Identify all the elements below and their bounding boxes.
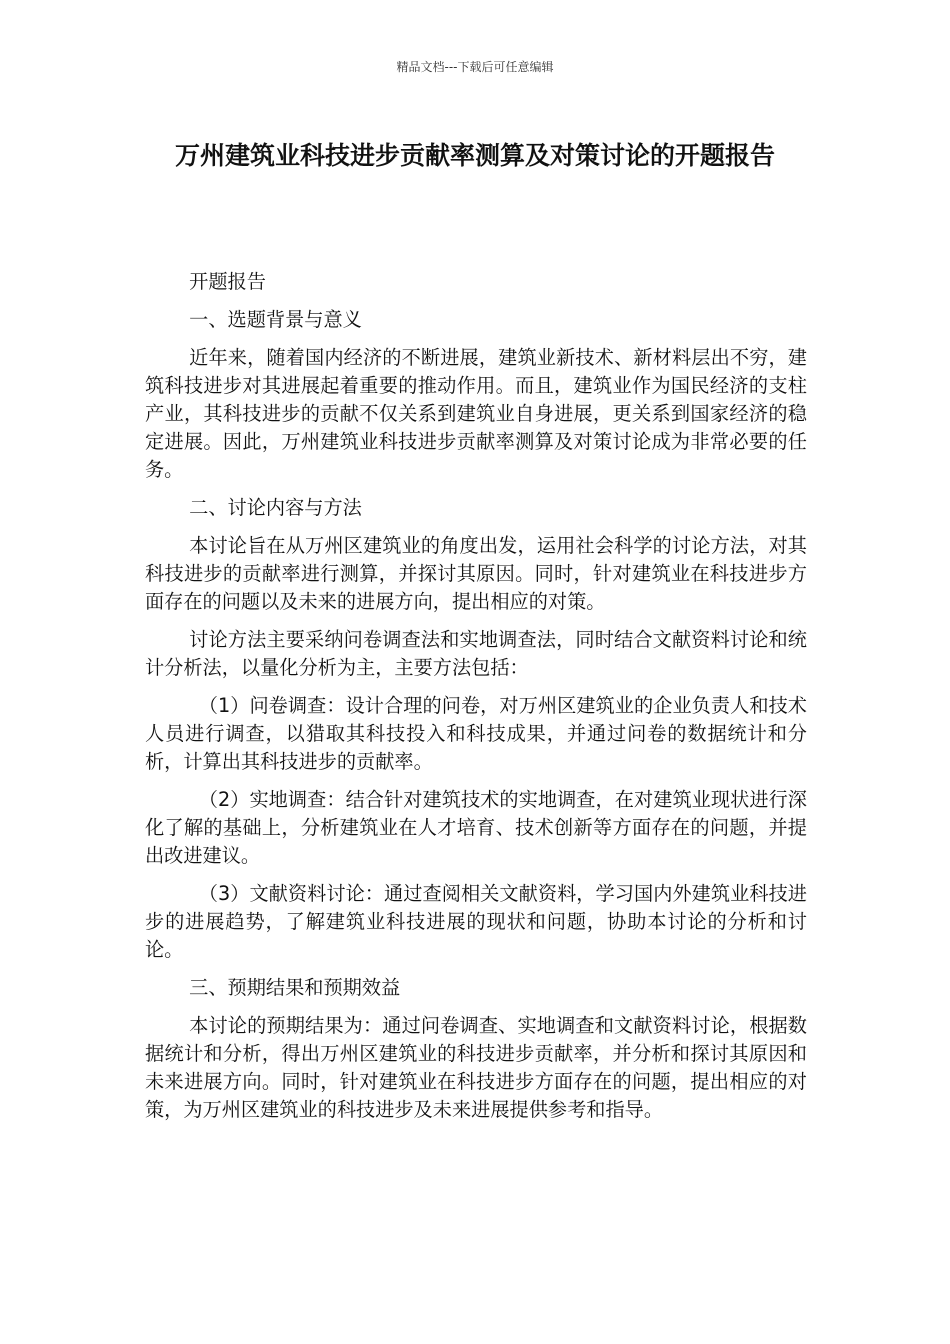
list-item-field-survey: （2）实地调查：结合针对建筑技术的实地调查，在对建筑业现状进行深化了解的基础上，分析建筑业在人才培育、技术创新等方面存在的问题，并提出改进建议。 — [145, 788, 807, 867]
document-body — [145, 268, 807, 1134]
paragraph-background: 近年来，随着国内经济的不断进展，建筑业新技术、新材料层出不穷，建筑科技进步对其进展起着重要的推动作用。而且，建筑业作为国民经济的支柱产业，其科技进步的贡献不仅关系到建筑业自身进展，更关系到国家经济的稳定进展。因此，万州建筑业科技进步贡献率测算及对策讨论成为非常必要的任务。 — [145, 346, 807, 481]
paragraph-method: 讨论方法主要采纳问卷调查法和实地调查法，同时结合文献资料讨论和统计分析法，以量化分析为主，主要方法包括： — [145, 628, 807, 679]
section-heading-content-method: 二、讨论内容与方法 — [189, 496, 362, 519]
list-item-questionnaire: （1）问卷调查：设计合理的问卷，对万州区建筑业的企业负责人和技术人员进行调查，以猎取其科技投入和科技成果，并通过问卷的数据统计和分析，计算出其科技进步的贡献率。 — [145, 694, 807, 773]
paragraph-expected-results: 本讨论的预期结果为：通过问卷调查、实地调查和文献资料讨论，根据数据统计和分析，得出万州区建筑业的科技进步贡献率，并分析和探讨其原因和未来进展方向。同时，针对建筑业在科技进步方面存在的问题，提出相应的对策，为万州区建筑业的科技进步及未来进展提供参考和指导。 — [145, 1014, 807, 1121]
paragraph-content: 本讨论旨在从万州区建筑业的角度出发，运用社会科学的讨论方法，对其科技进步的贡献率进行测算，并探讨其原因。同时，针对建筑业在科技进步方面存在的问题以及未来的进展方向，提出相应的对策。 — [145, 534, 807, 613]
section-label-report: 开题报告 — [189, 270, 266, 293]
page-header-note: 精品文档---下载后可任意编辑 — [396, 60, 554, 74]
list-item-literature: （3）文献资料讨论：通过查阅相关文献资料，学习国内外建筑业科技进步的进展趋势，了解建筑业科技进展的现状和问题，协助本讨论的分析和讨论。 — [145, 882, 807, 961]
section-heading-expected-results: 三、预期结果和预期效益 — [189, 976, 401, 999]
document-title: 万州建筑业科技进步贡献率测算及对策讨论的开题报告 — [174, 141, 775, 170]
section-heading-background: 一、选题背景与意义 — [189, 308, 362, 331]
